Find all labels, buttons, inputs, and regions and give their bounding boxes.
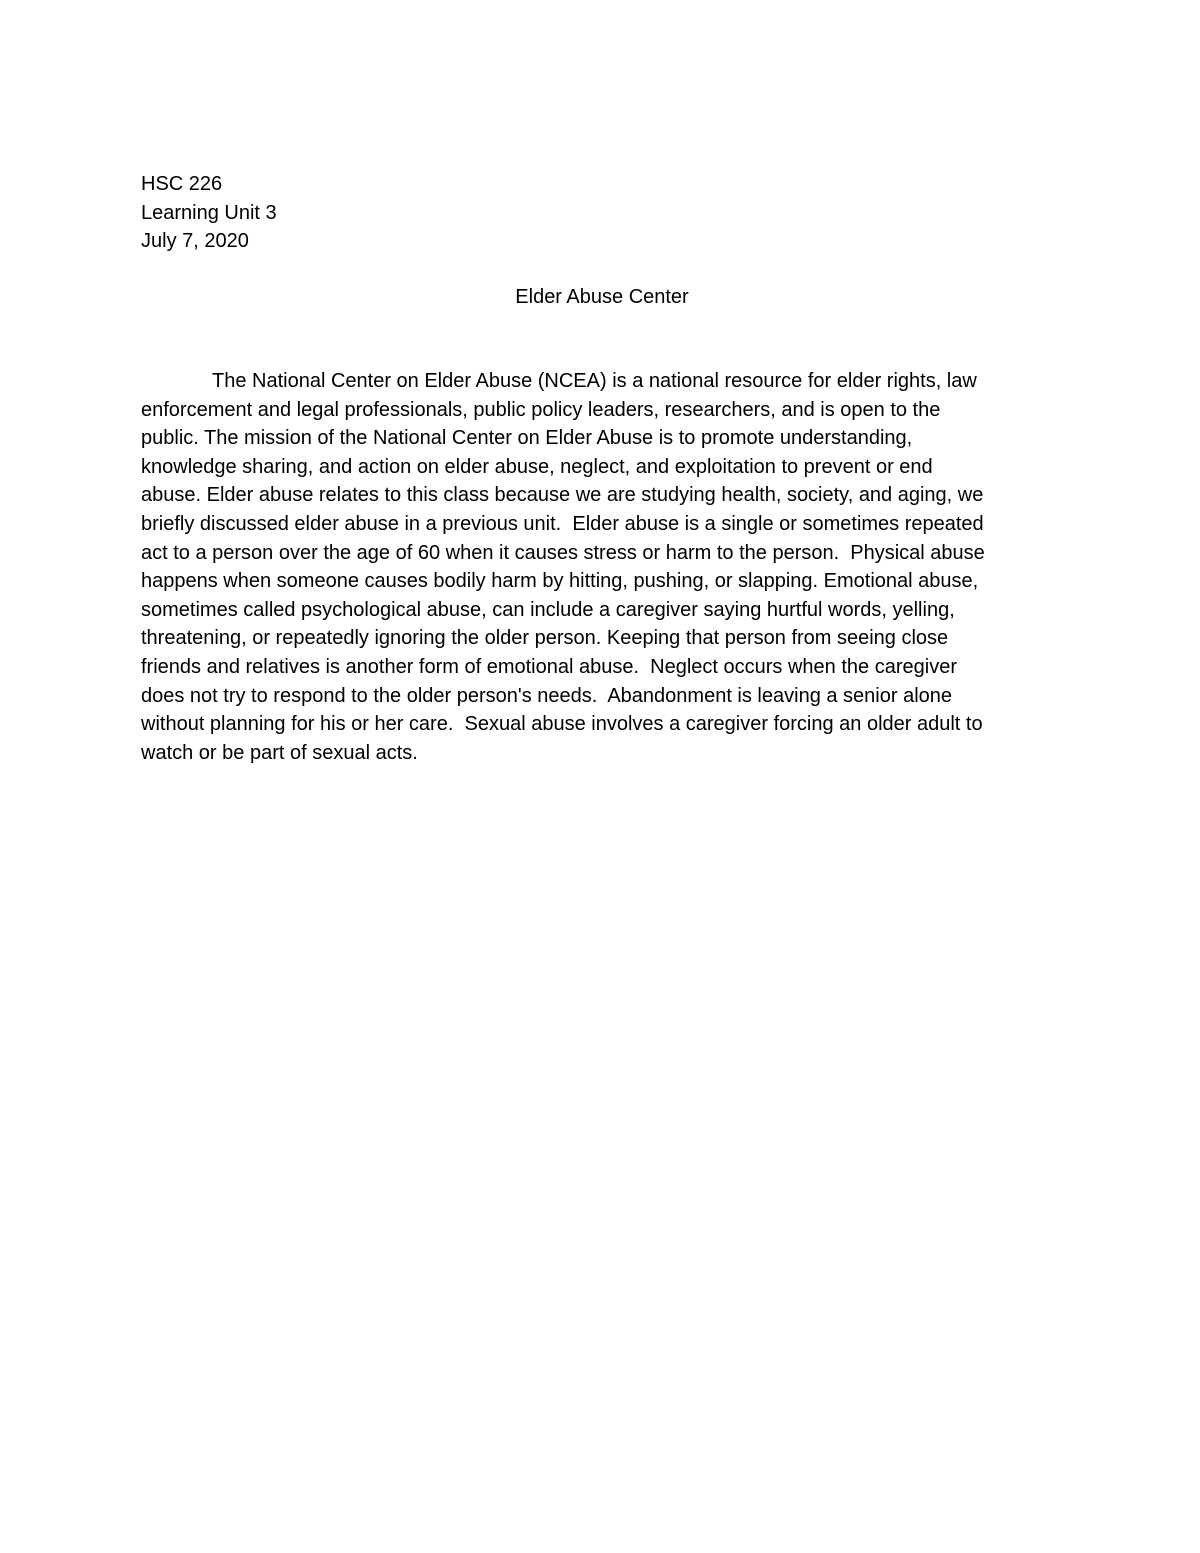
body-line: does not try to respond to the older person's needs. Abandonment is leaving a senior alone bbox=[141, 684, 953, 707]
document-title: Elder Abuse Center bbox=[515, 286, 689, 308]
body-line: without planning for his or her care. Sexual abuse involves a caregiver forcing an older adult to bbox=[141, 713, 983, 736]
date-label: July 7, 2020 bbox=[141, 230, 249, 253]
body-line: happens when someone causes bodily harm by hitting, pushing, or slapping. Emotional abuse, bbox=[141, 570, 979, 593]
header-block bbox=[141, 170, 277, 256]
body-line: public. The mission of the National Center on Elder Abuse is to promote understanding, bbox=[141, 427, 913, 450]
body-line: friends and relatives is another form of emotional abuse. Neglect occurs when the caregiver bbox=[141, 655, 957, 678]
body-line: abuse. Elder abuse relates to this class because we are studying health, society, and aging, we bbox=[141, 484, 984, 507]
course-code: HSC 226 bbox=[141, 173, 223, 195]
body-line: enforcement and legal professionals, public policy leaders, researchers, and is open to the bbox=[141, 398, 941, 421]
body-line-text: The National Center on Elder Abuse (NCEA) is a national resource for elder rights, law bbox=[212, 370, 977, 392]
body-line: threatening, or repeatedly ignoring the older person. Keeping that person from seeing close bbox=[141, 627, 949, 650]
body-line: briefly discussed elder abuse in a previous unit. Elder abuse is a single or sometimes repeated bbox=[141, 512, 984, 535]
body-line bbox=[141, 367, 1081, 396]
body-line: watch or be part of sexual acts. bbox=[141, 741, 418, 764]
body-line: sometimes called psychological abuse, can include a caregiver saying hurtful words, yelling, bbox=[141, 598, 955, 621]
body-paragraph bbox=[141, 367, 1081, 767]
body-line: knowledge sharing, and action on elder abuse, neglect, and exploitation to prevent or end bbox=[141, 455, 933, 478]
body-line: act to a person over the age of 60 when it causes stress or harm to the person. Physical abuse bbox=[141, 541, 985, 564]
unit-label: Learning Unit 3 bbox=[141, 201, 277, 224]
